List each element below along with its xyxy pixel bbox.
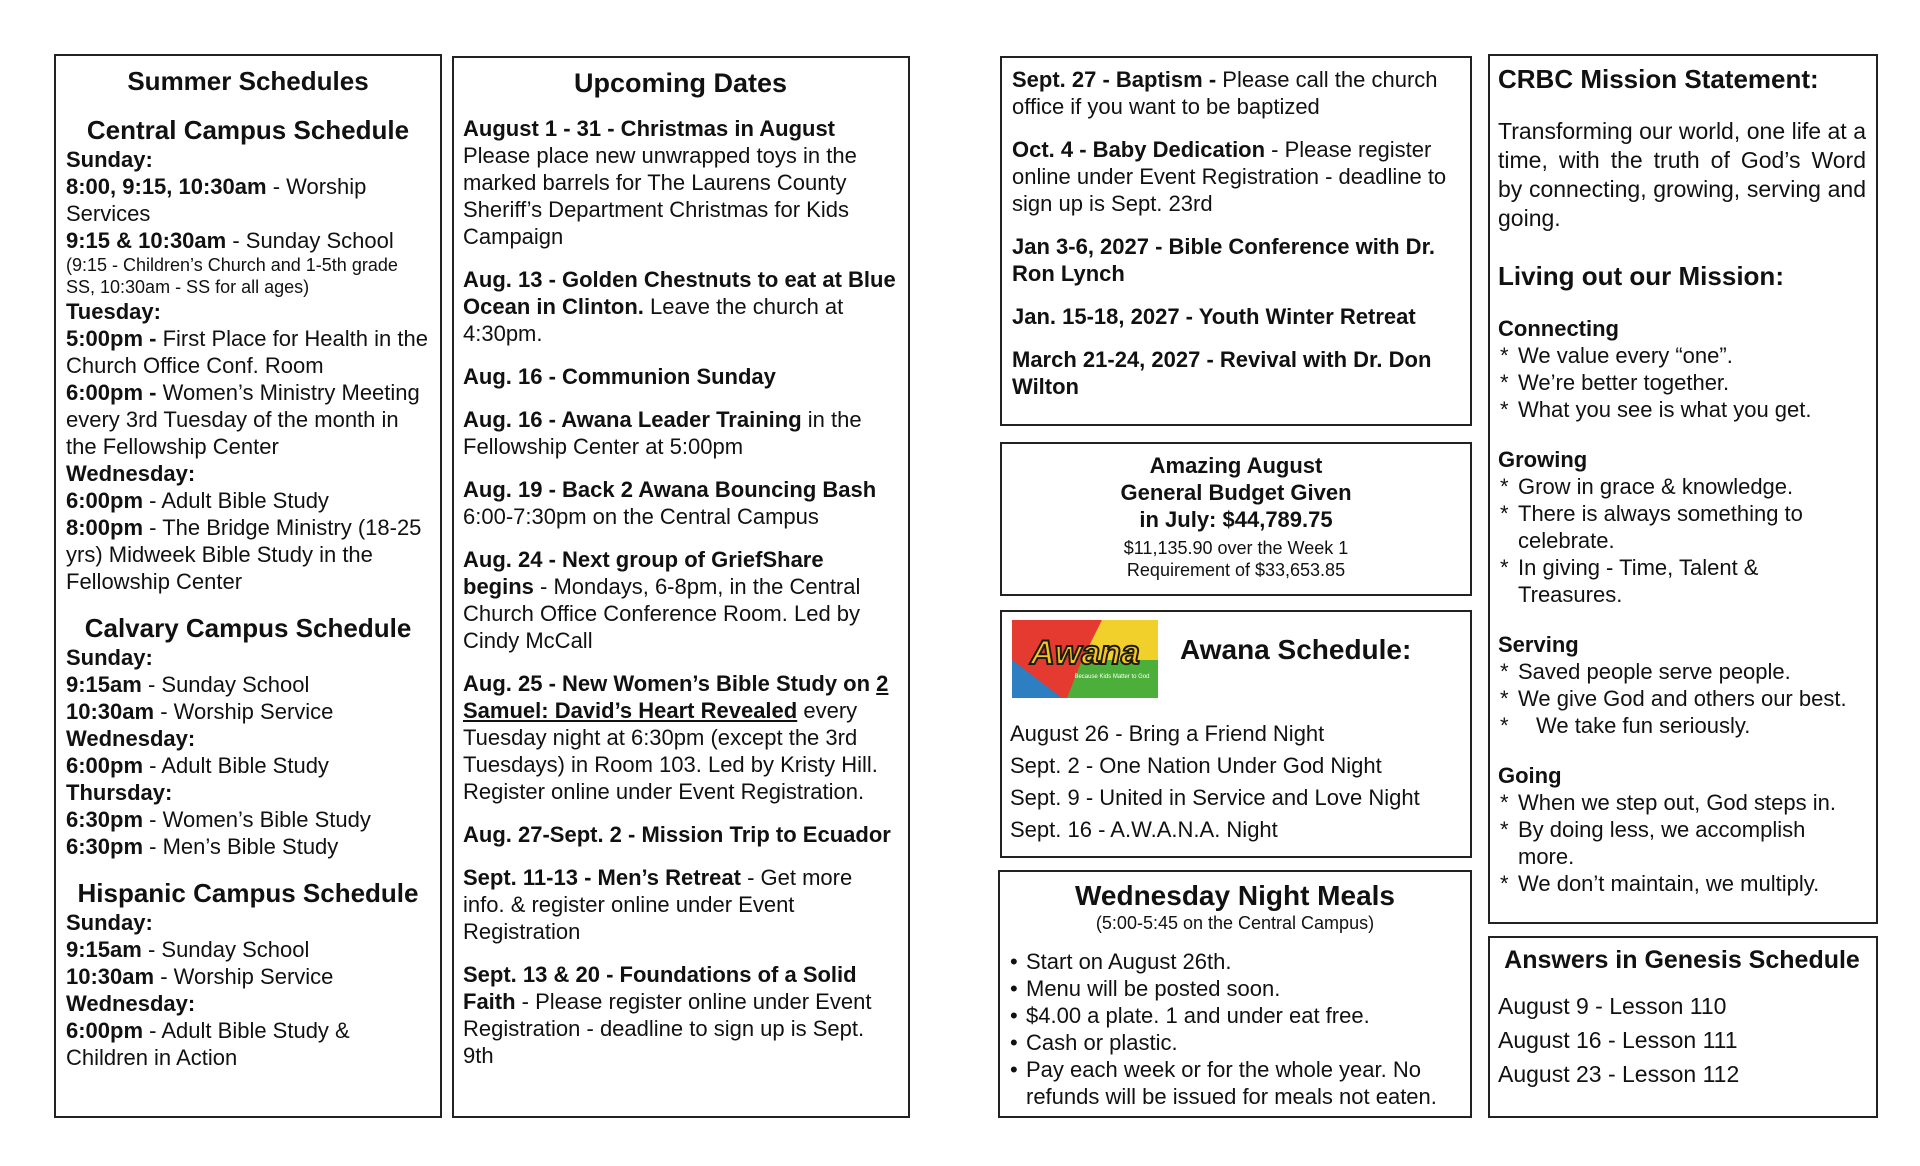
event-text: - Men’s Bible Study: [143, 834, 339, 859]
list-item: * Grow in grace & knowledge.: [1498, 473, 1866, 500]
day-label: Sunday:: [66, 147, 153, 172]
day-label: Wednesday:: [66, 726, 196, 751]
meals-list: [1008, 948, 1462, 1110]
day-label: Tuesday:: [66, 299, 161, 324]
event-date: Oct. 4 - Baby Dedication: [1012, 137, 1266, 162]
growing-list: [1498, 473, 1866, 608]
event-date: Jan 3-6, 2027 - Bible Conference with Dr. Ron Lynch: [1012, 234, 1436, 286]
list-item: * What you see is what you get.: [1498, 396, 1866, 423]
list-item: * We don’t maintain, we multiply.: [1498, 870, 1866, 897]
event-text: in the Fellowship Center at 5:00pm: [463, 407, 862, 459]
list-item: [463, 115, 898, 250]
serving-list: [1498, 658, 1866, 739]
list-item: [463, 821, 898, 848]
list-item: • Menu will be posted soon.: [1008, 975, 1462, 1002]
hispanic-campus-schedule: [66, 909, 430, 1071]
genesis-panel: [1488, 936, 1878, 1118]
living-mission-title: Living out our Mission:: [1498, 261, 1784, 291]
list-item: [463, 363, 898, 390]
list-item: [463, 266, 898, 347]
event-text: every Tuesday night at 6:30pm (except the 3rd Tuesdays) in Room 103. Led by Kristy Hill. Register online under Event Registration.: [463, 698, 878, 804]
event-date: Aug. 24 - Next group of GriefShare begins: [463, 547, 824, 599]
upcoming-dates-panel: [452, 56, 910, 1118]
list-item: [463, 406, 898, 460]
time-label: 6:00pm -: [66, 380, 157, 405]
genesis-title: Answers in Genesis Schedule: [1504, 946, 1860, 974]
time-label: 6:00pm: [66, 753, 144, 778]
event-date: Aug. 13 - Golden Chestnuts to eat at Blue Ocean in Clinton.: [463, 267, 896, 319]
event-text: - The Bridge Ministry (18-25 yrs) Midweek Bible Study in the Fellowship Center: [66, 515, 422, 594]
event-date: Jan. 15-18, 2027 - Youth Winter Retreat: [1012, 304, 1416, 329]
event-text: - Sunday School: [141, 937, 310, 962]
connecting-title: Connecting: [1498, 316, 1619, 341]
time-label: 9:15 & 10:30am: [66, 228, 227, 253]
upcoming-dates-title: Upcoming Dates: [573, 68, 788, 98]
event-date: Aug. 19 - Back 2 Awana Bouncing Bash: [463, 477, 877, 502]
event-text: 6:00-7:30pm on the Central Campus: [463, 504, 819, 529]
meals-title: Wednesday Night Meals: [1074, 880, 1395, 911]
upcoming-dates-list: [463, 115, 898, 1069]
time-label: 6:30pm: [66, 807, 144, 832]
summer-schedules-title: Summer Schedules: [127, 66, 369, 96]
time-label: 8:00pm: [66, 515, 144, 540]
event-text: - Adult Bible Study & Children in Action: [66, 1018, 350, 1070]
list-item: [1012, 233, 1460, 287]
list-item: [1012, 136, 1460, 217]
time-label: 5:00pm -: [66, 326, 157, 351]
event-text: - Please register online under Event Registration - deadline to sign up is Sept. 9th: [463, 989, 872, 1068]
connecting-list: [1498, 342, 1866, 423]
event-date: Aug. 16 - Awana Leader Training: [463, 407, 802, 432]
day-label: Wednesday:: [66, 461, 196, 486]
list-item: • $4.00 a plate. 1 and under eat free.: [1008, 1002, 1462, 1029]
event-date: Aug. 16 - Communion Sunday: [463, 364, 776, 389]
list-item: • Start on August 26th.: [1008, 948, 1462, 975]
event-text: - Adult Bible Study: [143, 753, 329, 778]
list-item: * We take fun seriously.: [1498, 712, 1866, 739]
central-campus-title: Central Campus Schedule: [86, 115, 410, 145]
list-item: * There is always something to celebrate.: [1498, 500, 1866, 554]
event-date: August 1 - 31 - Christmas in August: [463, 116, 836, 141]
mission-statement: Transforming our world, one life at a time, with the truth of God’s Word by connecting, growing, serving and going.: [1498, 118, 1866, 231]
event-date: Aug. 25 - New Women’s Bible Study on: [463, 671, 871, 696]
going-list: [1498, 789, 1866, 897]
event-text: - Worship Service: [154, 964, 334, 989]
list-item: * Saved people serve people.: [1498, 658, 1866, 685]
list-item: [463, 961, 898, 1069]
event-text: Please call the church office if you want to be baptized: [1012, 67, 1438, 119]
meals-subtitle: (5:00-5:45 on the Central Campus): [1095, 913, 1375, 933]
event-date: Aug. 27-Sept. 2 - Mission Trip to Ecuador: [463, 822, 891, 847]
event-text: Please place new unwrapped toys in the marked barrels for The Laurens County Sheriff’s Department Christmas for Kids Campaign: [463, 143, 857, 249]
more-dates-panel: [1000, 56, 1472, 426]
day-label: Wednesday:: [66, 991, 196, 1016]
list-item: • Pay each week or for the whole year. No refunds will be issued for meals not eaten.: [1008, 1056, 1462, 1110]
list-item: Sept. 9 - United in Service and Love Night: [1010, 785, 1420, 810]
summer-schedules-panel: [54, 54, 442, 1118]
list-item: August 9 - Lesson 110: [1498, 993, 1727, 1019]
list-item: Sept. 16 - A.W.A.N.A. Night: [1010, 817, 1278, 842]
event-date: March 21-24, 2027 - Revival with Dr. Don Wilton: [1012, 347, 1432, 399]
list-item: • Cash or plastic.: [1008, 1029, 1462, 1056]
time-label: 10:30am: [66, 699, 155, 724]
list-item: * In giving - Time, Talent & Treasures.: [1498, 554, 1866, 608]
list-item: August 26 - Bring a Friend Night: [1010, 721, 1325, 746]
event-text: Women’s Ministry Meeting every 3rd Tuesday of the month in the Fellowship Center: [66, 380, 420, 459]
budget-panel: [1000, 442, 1472, 596]
event-date: Sept. 27 - Baptism -: [1012, 67, 1217, 92]
event-text: - Sunday School: [141, 672, 310, 697]
list-item: * By doing less, we accomplish more.: [1498, 816, 1866, 870]
hispanic-campus-title: Hispanic Campus Schedule: [77, 878, 419, 908]
more-dates-list: [1012, 66, 1460, 400]
budget-note: $11,135.90 over the Week 1: [1123, 538, 1349, 558]
event-text: - Adult Bible Study: [143, 488, 329, 513]
awana-logo-text: Awana: [1030, 634, 1140, 672]
event-note: (9:15 - Children’s Church and 1-5th grade SS, 10:30am - SS for all ages): [66, 255, 398, 297]
genesis-list: [1498, 989, 1866, 1091]
list-item: August 23 - Lesson 112: [1498, 1061, 1740, 1087]
event-text: - Women’s Bible Study: [143, 807, 371, 832]
mission-title: CRBC Mission Statement:: [1498, 64, 1819, 94]
awana-schedule-title: Awana Schedule:: [1180, 634, 1412, 665]
list-item: [1012, 66, 1460, 120]
time-label: 6:30pm: [66, 834, 144, 859]
list-item: [1012, 303, 1460, 330]
study-title: 2 Samuel: David’s Heart Revealed: [463, 671, 889, 723]
event-text: - Sunday School: [226, 228, 394, 253]
awana-logo-tagline: Because Kids Matter to God: [1074, 674, 1150, 680]
awana-logo: [1012, 620, 1158, 698]
list-item: * We give God and others our best.: [1498, 685, 1866, 712]
event-text: First Place for Health in the Church Office Conf. Room: [66, 326, 428, 378]
budget-note: Requirement of $33,653.85: [1126, 560, 1346, 580]
awana-panel: [1000, 610, 1472, 858]
list-item: [463, 476, 898, 530]
growing-title: Growing: [1498, 447, 1588, 472]
time-label: 10:30am: [66, 964, 155, 989]
time-label: 9:15am: [66, 672, 142, 697]
budget-heading: Amazing August: [1149, 453, 1323, 478]
central-campus-schedule: [66, 146, 430, 595]
awana-schedule-list: [1010, 718, 1420, 846]
serving-title: Serving: [1498, 632, 1579, 657]
list-item: [463, 864, 898, 945]
calvary-campus-schedule: [66, 644, 430, 860]
event-date: Sept. 13 & 20 - Foundations of a Solid Faith: [463, 962, 857, 1014]
time-label: 6:00pm: [66, 488, 144, 513]
list-item: * We value every “one”.: [1498, 342, 1866, 369]
list-item: [463, 546, 898, 654]
event-text: - Worship Service: [154, 699, 334, 724]
time-label: 8:00, 9:15, 10:30am: [66, 174, 267, 199]
day-label: Thursday:: [66, 780, 173, 805]
day-label: Sunday:: [66, 910, 153, 935]
event-date: Sept. 11-13 - Men’s Retreat: [463, 865, 741, 890]
event-text: - Worship Services: [66, 174, 367, 226]
going-title: Going: [1498, 763, 1562, 788]
list-item: Sept. 2 - One Nation Under God Night: [1010, 753, 1382, 778]
list-item: August 16 - Lesson 111: [1498, 1027, 1738, 1053]
event-text: - Get more info. & register online under Event Registration: [463, 865, 853, 944]
mission-panel: [1488, 54, 1878, 924]
event-text: - Mondays, 6-8pm, in the Central Church Office Conference Room. Led by Cindy McCall: [463, 574, 861, 653]
time-label: 9:15am: [66, 937, 142, 962]
list-item: * When we step out, God steps in.: [1498, 789, 1866, 816]
list-item: [463, 670, 898, 805]
wednesday-meals-panel: [998, 870, 1472, 1118]
day-label: Sunday:: [66, 645, 153, 670]
budget-amount: in July: $44,789.75: [1139, 507, 1333, 532]
event-text: Leave the church at 4:30pm.: [463, 294, 844, 346]
list-item: [1012, 346, 1460, 400]
budget-heading: General Budget Given: [1120, 480, 1352, 505]
list-item: * We’re better together.: [1498, 369, 1866, 396]
calvary-campus-title: Calvary Campus Schedule: [84, 613, 412, 643]
event-text: - Please register online under Event Registration - deadline to sign up is Sept. 23rd: [1012, 137, 1447, 216]
time-label: 6:00pm: [66, 1018, 144, 1043]
